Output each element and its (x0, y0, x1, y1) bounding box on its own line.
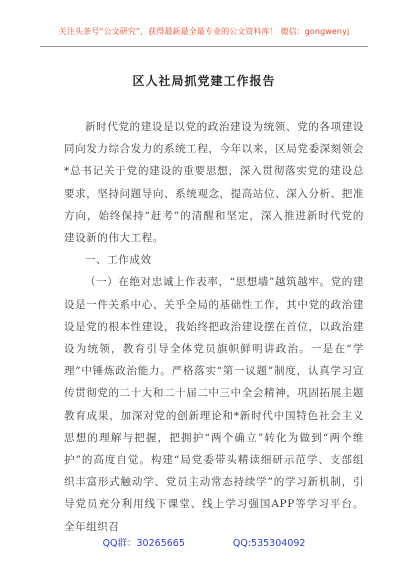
page-footer (0, 535, 408, 549)
page-header: 关注头条号“公文研究”，获得最新最全最专业的公文资料库！ 微信：gongwenyj (40, 26, 368, 47)
qq-group-number: QQ群：30265665 (102, 538, 185, 549)
document-title: 区人社局抓党建工作报告 (132, 74, 276, 88)
section-heading-work-results: 一、工作成效 (85, 254, 152, 267)
qq-contact-number: QQ:535304092 (232, 538, 306, 549)
document-body (64, 116, 364, 538)
body-paragraph-loyalty: （一）在绝对忠诚上作表率，“思想墙”越筑越牢。党的建设是一件关系中心、关乎全局的基础性工作，其中党的政治建设是党的根本性建设，我始终把政治建设摆在首位，以政治建设为统领，教育引导全体党员旗帜鲜明讲政治。一是在“学理”中锤炼政治能力。严格落实“第一议题”制度，认真学习宣传贯彻党的二十大和二十届二中三中全会精神，巩固拓展主题教育成果，加深对党的创新理论和*新时代中国特色社会主义思想的理解与把握，把拥护“两个确立”转化为做到“两个维护”的高度自觉。构建“局党委带头精读细研示范学、支部组织丰富形式触动学、党员主动常态持续学”的学习新机制，引导党员充分利用线下课堂、线上学习强国APP等学习平台。全年组织召 (64, 276, 364, 533)
intro-paragraph: 新时代党的建设是以党的政治建设为统领、党的各项建设同向发力综合发力的系统工程，今年以来，区局党委深刻领会*总书记关于党的建设的重要思想，深入贯彻落实党的建设总要求，坚持问题导向、系统观念，提高站位、深入分析、把准方向，始终保持“赶考”的清醒和坚定，深入推进新时代党的建设新的伟大工程。 (64, 121, 364, 245)
